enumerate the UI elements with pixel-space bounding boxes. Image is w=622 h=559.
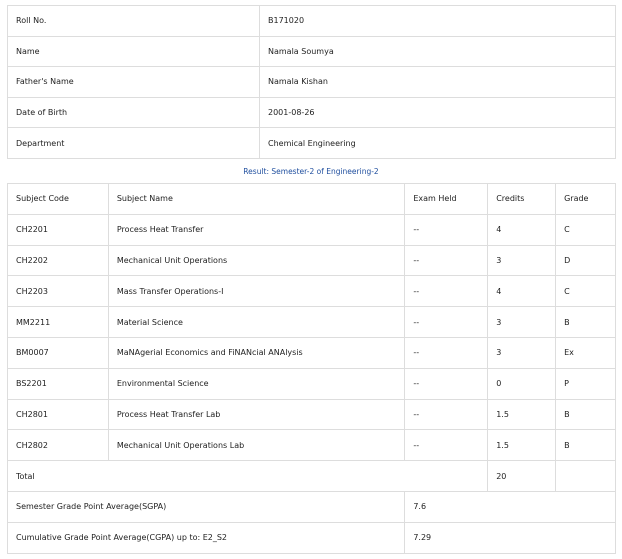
table-row <box>8 430 616 461</box>
subject-code: CH2801 <box>8 399 109 430</box>
grade: D <box>556 245 616 276</box>
grade: Ex <box>556 337 616 368</box>
cgpa-label: Cumulative Grade Point Average(CGPA) up to: E2_S2 <box>8 522 405 553</box>
total-credits: 20 <box>488 461 556 492</box>
subject-code: MM2211 <box>8 307 109 338</box>
info-label: Roll No. <box>8 6 260 37</box>
table-row <box>8 276 616 307</box>
exam-held: -- <box>405 276 488 307</box>
grade: B <box>556 307 616 338</box>
info-label: Department <box>8 128 260 159</box>
subject-name: Mechanical Unit Operations Lab <box>108 430 405 461</box>
cgpa-value: 7.29 <box>405 522 616 553</box>
subject-name: Mechanical Unit Operations <box>108 245 405 276</box>
info-value: 2001-08-26 <box>260 97 616 128</box>
subject-name: Mass Transfer Operations-I <box>108 276 405 307</box>
subject-code: BM0007 <box>8 337 109 368</box>
sgpa-label: Semester Grade Point Average(SGPA) <box>8 491 405 522</box>
exam-held: -- <box>405 368 488 399</box>
header-subject-code: Subject Code <box>8 184 109 215</box>
header-exam-held: Exam Held <box>405 184 488 215</box>
credits: 1.5 <box>488 399 556 430</box>
grade: B <box>556 430 616 461</box>
exam-held: -- <box>405 337 488 368</box>
credits: 0 <box>488 368 556 399</box>
credits: 4 <box>488 214 556 245</box>
exam-held: -- <box>405 399 488 430</box>
table-row <box>8 214 616 245</box>
table-row <box>8 245 616 276</box>
sgpa-row <box>8 491 616 522</box>
exam-held: -- <box>405 307 488 338</box>
exam-held: -- <box>405 430 488 461</box>
subject-name: Process Heat Transfer <box>108 214 405 245</box>
subject-code: BS2201 <box>8 368 109 399</box>
info-value: Namala Soumya <box>260 36 616 67</box>
table-row <box>8 307 616 338</box>
table-header-row <box>8 184 616 215</box>
grades-table <box>7 183 616 554</box>
credits: 3 <box>488 245 556 276</box>
header-subject-name: Subject Name <box>108 184 405 215</box>
exam-held: -- <box>405 214 488 245</box>
total-label: Total <box>8 461 488 492</box>
credits: 3 <box>488 337 556 368</box>
grade: C <box>556 276 616 307</box>
subject-name: Material Science <box>108 307 405 338</box>
table-row <box>8 337 616 368</box>
subject-name: Process Heat Transfer Lab <box>108 399 405 430</box>
info-row <box>8 6 616 37</box>
info-row <box>8 67 616 98</box>
cgpa-row <box>8 522 616 553</box>
subject-name: MaNAgerial Economics and FiNANcial ANAlysis <box>108 337 405 368</box>
sgpa-value: 7.6 <box>405 491 616 522</box>
subject-name: Environmental Science <box>108 368 405 399</box>
info-label: Name <box>8 36 260 67</box>
student-info-table <box>7 5 616 159</box>
table-row <box>8 399 616 430</box>
subject-code: CH2201 <box>8 214 109 245</box>
info-label: Father's Name <box>8 67 260 98</box>
info-row <box>8 97 616 128</box>
credits: 1.5 <box>488 430 556 461</box>
table-row <box>8 368 616 399</box>
grade: B <box>556 399 616 430</box>
total-row <box>8 461 616 492</box>
credits: 4 <box>488 276 556 307</box>
subject-code: CH2802 <box>8 430 109 461</box>
info-value: Namala Kishan <box>260 67 616 98</box>
credits: 3 <box>488 307 556 338</box>
info-row <box>8 36 616 67</box>
exam-held: -- <box>405 245 488 276</box>
total-grade-empty <box>556 461 616 492</box>
info-value: Chemical Engineering <box>260 128 616 159</box>
info-label: Date of Birth <box>8 97 260 128</box>
grade: C <box>556 214 616 245</box>
subject-code: CH2203 <box>8 276 109 307</box>
info-row <box>8 128 616 159</box>
result-title: Result: Semester-2 of Engineering-2 <box>243 167 379 176</box>
subject-code: CH2202 <box>8 245 109 276</box>
header-grade: Grade <box>556 184 616 215</box>
grade: P <box>556 368 616 399</box>
header-credits: Credits <box>488 184 556 215</box>
info-value: B171020 <box>260 6 616 37</box>
